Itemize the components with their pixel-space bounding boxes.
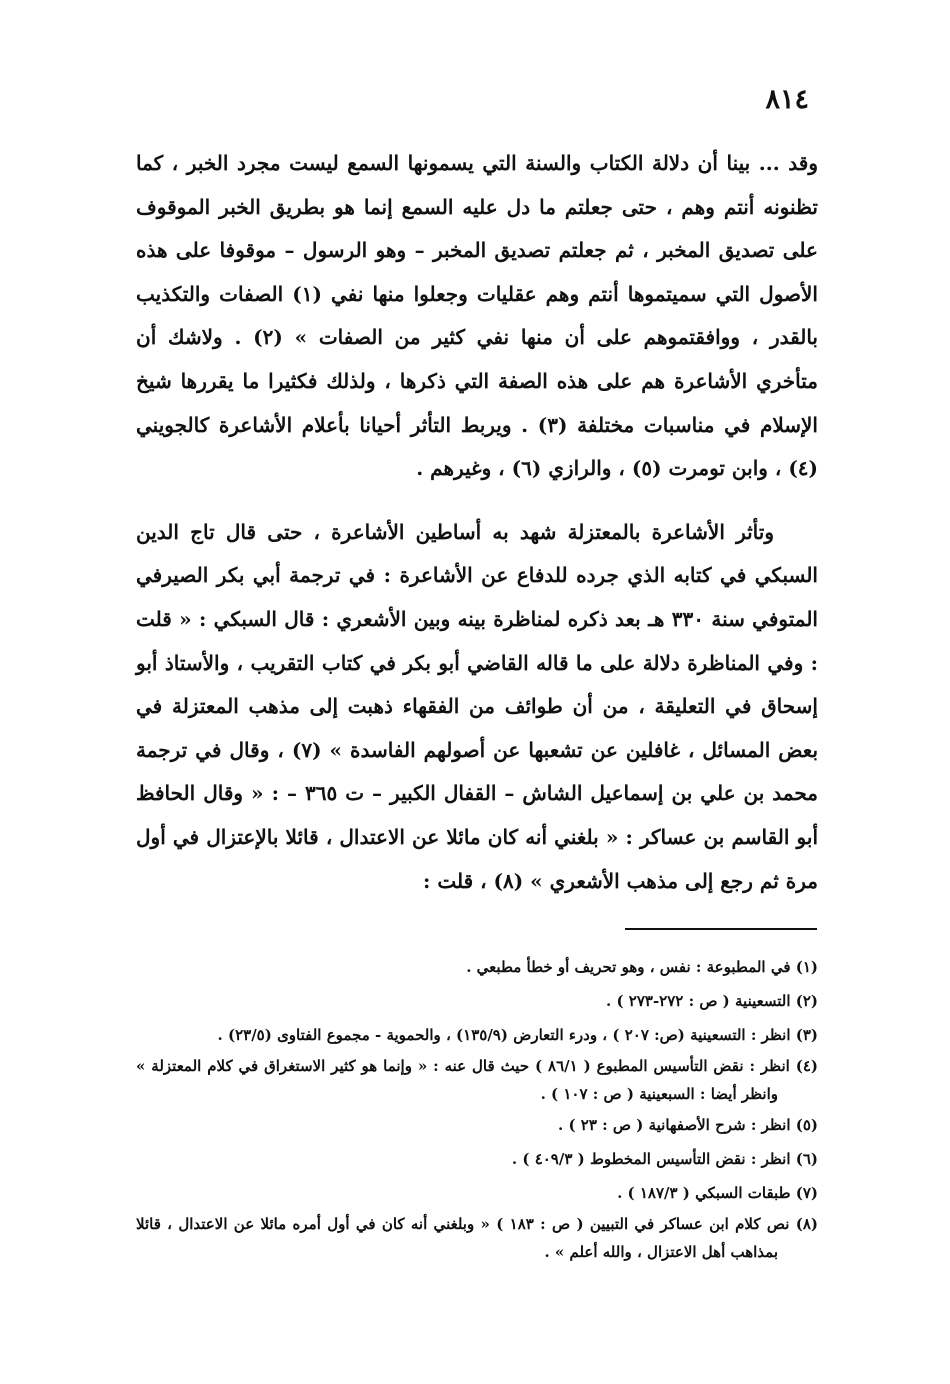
footnote-6: (٦) انظر : نقض التأسيس المخطوط ( ٤٠٩/٣ ) . — [511, 1150, 818, 1168]
main-text — [136, 142, 818, 903]
page-number: ٨١٤ — [765, 84, 809, 115]
footnotes — [136, 950, 818, 1266]
footnote-1: (١) في المطبوعة : نفس ، وهو تحريف أو خطأ مطبعي . — [466, 958, 818, 976]
footnote-4: (٤) انظر : نقض التأسيس المطبوع ( ٨٦/١ ) حيث قال عنه : « وإنما هو كثير الاستغراق في كلام المعتزلة » وانظر أيضا : السبعينية ( ص : ١٠٧ ) . — [136, 1057, 818, 1103]
footnote-7: (٧) طبقات السبكي ( ١٨٧/٣ ) . — [617, 1184, 818, 1202]
body-paragraph-2: وتأثر الأشاعرة بالمعتزلة شهد به أساطين الأشاعرة ، حتى قال تاج الدين السبكي في كتابه الذي جرده للدفاع عن الأشاعرة : في ترجمة أبي بكر الصيرفي المتوفي سنة ٣٣٠ هـ بعد ذكره لمناظرة بينه وبين الأشعري : قال السبكي : « قلت : وفي المناظرة دلالة على ما قاله القاضي أبو بكر في كتاب التقريب ، والأستاذ أبو إسحاق في التعليقة ، من أن طوائف من الفقهاء ذهبت إلى مذهب المعتزلة في بعض المسائل ، غافلين عن تشعبها عن أصولهم الفاسدة » (٧) ، وقال في ترجمة محمد بن علي بن إسماعيل الشاش – القفال الكبير – ت ٣٦٥ – : « وقال الحافظ أبو القاسم بن عساكر : « بلغني أنه كان مائلا عن الاعتدال ، قائلا بالإعتزال في أول مرة ثم رجع إلى مذهب الأشعري » (٨) ، قلت : — [136, 519, 819, 893]
footnote-3: (٣) انظر : التسعينية (ص: ٢٠٧ ) ، ودرء التعارض (١٣٥/٩) ، والحموية - مجموع الفتاوى (٢٣/٥) . — [217, 1026, 818, 1044]
body-paragraph-1: وقد ... بينا أن دلالة الكتاب والسنة التي يسمونها السمع ليست مجرد الخبر ، كما تظنونه أنتم وهم ، حتى جعلتم ما دل عليه السمع إنما هو بطريق الخبر الموقوف على تصديق المخبر ، ثم جعلتم تصديق المخبر – وهو الرسول – موقوفا على هذه الأصول التي سميتموها أنتم وهم عقليات وجعلوا منها نفي (١) الصفات والتكذيب بالقدر ، ووافقتموهم على أن منها نفي كثير من الصفات » (٢) . ولاشك أن متأخري الأشاعرة هم على هذه الصفة التي ذكرها ، ولذلك فكثيرا ما يقررها شيخ الإسلام في مناسبات مختلفة (٣) . ويربط التأثر أحيانا بأعلام الأشاعرة كالجويني (٤) ، وابن تومرت (٥) ، والرازي (٦) ، وغيرهم . — [136, 151, 818, 481]
footnote-5: (٥) انظر : شرح الأصفهانية ( ص : ٢٣ ) . — [558, 1116, 818, 1134]
footnote-separator — [625, 928, 817, 930]
footnote-2: (٢) التسعينية ( ص : ٢٧٢-٢٧٣ ) . — [606, 992, 818, 1010]
footnote-8: (٨) نص كلام ابن عساكر في التبيين ( ص : ١٨٣ ) « وبلغني أنه كان في أول أمره مائلا عن الاعتدال ، قائلا بمذاهب أهل الاعتزال ، والله أعلم » . — [136, 1215, 818, 1261]
